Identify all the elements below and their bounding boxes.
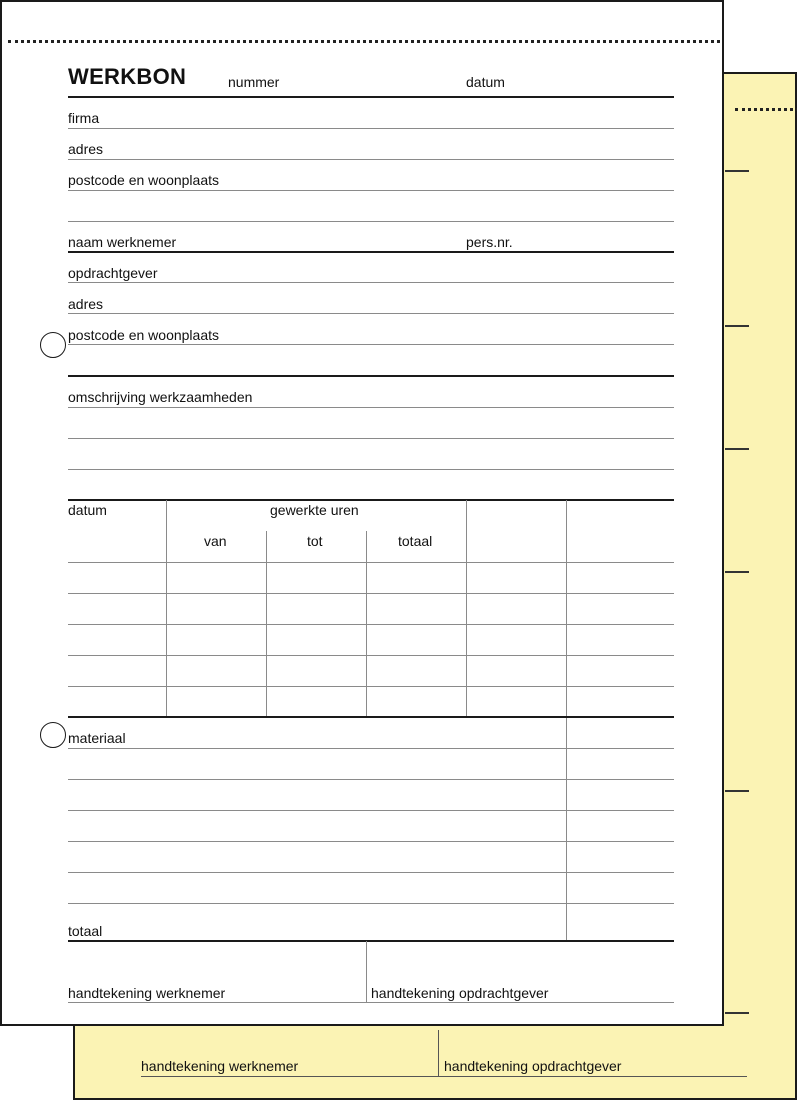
- hours-table-top-rule: [68, 499, 674, 501]
- copy-perforation: [735, 108, 797, 111]
- copy-margin-tick: [725, 571, 749, 573]
- omschrijving-label: omschrijving werkzaamheden: [68, 389, 253, 405]
- materiaal-totaal-label: totaal: [68, 923, 103, 939]
- hours-row[interactable]: [68, 593, 674, 594]
- van-header: van: [204, 533, 227, 549]
- copy-margin-tick: [725, 790, 749, 792]
- pers-nr-label: pers.nr.: [466, 234, 513, 250]
- adres-label: adres: [68, 141, 104, 157]
- copy-signature-werknemer-label: handtekening werknemer: [141, 1058, 299, 1074]
- punch-hole: [40, 722, 66, 748]
- copy-signature-line: [141, 1076, 747, 1077]
- right-column-divider: [566, 500, 567, 941]
- totaal-rule: [68, 940, 674, 942]
- materiaal-row[interactable]: [68, 748, 674, 749]
- tear-off-perforation: [8, 40, 720, 43]
- postcode2-label: postcode en woonplaats: [68, 327, 219, 343]
- hours-row[interactable]: [68, 655, 674, 656]
- copy-margin-tick: [725, 1012, 749, 1014]
- form-title: WERKBON: [68, 64, 187, 89]
- copy-margin-tick: [725, 325, 749, 327]
- signature-line[interactable]: [68, 1002, 674, 1003]
- materiaal-row[interactable]: [68, 841, 674, 842]
- hours-row[interactable]: [68, 686, 674, 687]
- adres2-label: adres: [68, 296, 104, 312]
- omschrijving-field[interactable]: [68, 438, 674, 439]
- datum-label: datum: [466, 74, 505, 90]
- postcode-field[interactable]: [68, 190, 674, 191]
- materials-top-rule: [68, 716, 674, 718]
- opdrachtgever-label: opdrachtgever: [68, 265, 158, 281]
- client-block-rule: [68, 375, 674, 377]
- naam-werknemer-field[interactable]: [68, 251, 674, 253]
- copy-margin-tick: [725, 448, 749, 450]
- firma-label: firma: [68, 110, 100, 126]
- copy-margin-tick: [725, 170, 749, 172]
- naam-werknemer-label: naam werknemer: [68, 234, 177, 250]
- copy-signature-divider: [438, 1030, 439, 1076]
- hours-column-divider: [166, 500, 167, 716]
- handtekening-opdrachtgever-label: handtekening opdrachtgever: [371, 985, 549, 1001]
- materiaal-row[interactable]: [68, 903, 674, 904]
- materiaal-row[interactable]: [68, 810, 674, 811]
- punch-hole: [40, 332, 66, 358]
- materiaal-label: materiaal: [68, 730, 126, 746]
- omschrijving-field[interactable]: [68, 407, 674, 408]
- adres-field[interactable]: [68, 159, 674, 160]
- extra-address-field[interactable]: [68, 221, 674, 222]
- signature-divider: [366, 941, 367, 1002]
- gewerkte-uren-header: gewerkte uren: [270, 502, 359, 518]
- handtekening-werknemer-label: handtekening werknemer: [68, 985, 226, 1001]
- hours-column-divider: [466, 500, 467, 716]
- firma-field[interactable]: [68, 128, 674, 129]
- postcode2-field[interactable]: [68, 344, 674, 345]
- omschrijving-field[interactable]: [68, 469, 674, 470]
- hours-row[interactable]: [68, 624, 674, 625]
- postcode-label: postcode en woonplaats: [68, 172, 219, 188]
- materiaal-row[interactable]: [68, 872, 674, 873]
- hours-row[interactable]: [68, 562, 674, 563]
- nummer-label: nummer: [228, 74, 280, 90]
- adres2-field[interactable]: [68, 313, 674, 314]
- totaal-header: totaal: [398, 533, 433, 549]
- tot-header: tot: [307, 533, 323, 549]
- copy-signature-opdrachtgever-label: handtekening opdrachtgever: [444, 1058, 622, 1074]
- materiaal-row[interactable]: [68, 779, 674, 780]
- opdrachtgever-field[interactable]: [68, 282, 674, 283]
- header-rule: [68, 96, 674, 98]
- hours-datum-header: datum: [68, 502, 107, 518]
